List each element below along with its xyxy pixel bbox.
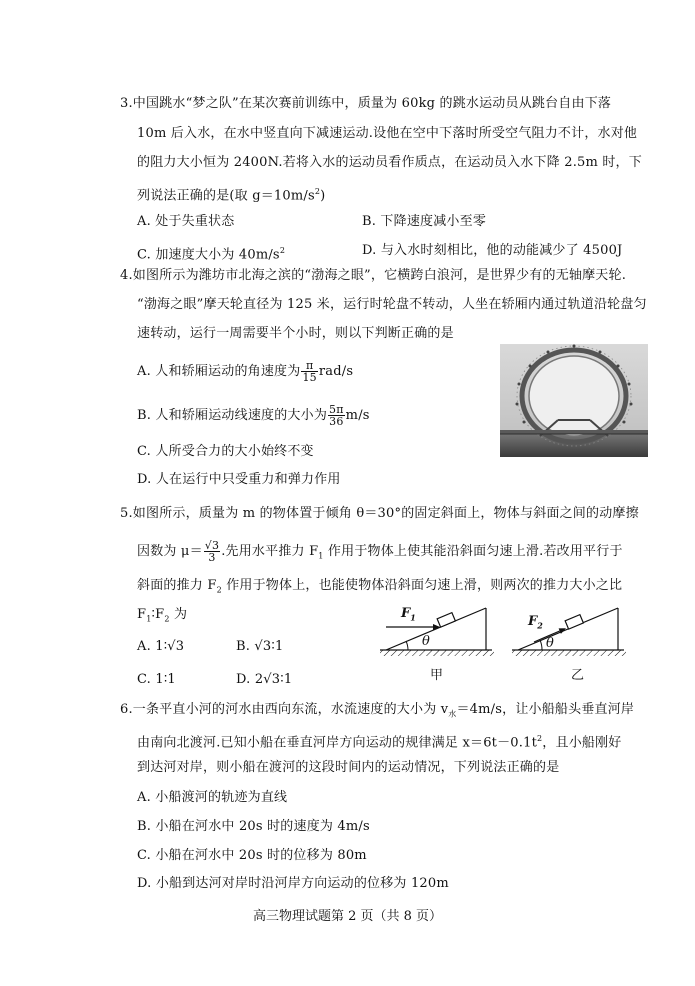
q4-option-a-unit: rad/s — [318, 364, 354, 379]
q6-option-d: D. 小船到达河对岸时沿河岸方向运动的位移为 120m — [137, 876, 449, 891]
ferris-wheel-photo — [500, 344, 648, 457]
q6-line-1 — [120, 700, 634, 725]
q6-line-1-text: 6.一条平直小河的河水由西向东流，水流速度的大小为 v — [120, 702, 449, 717]
q3-line-4 — [137, 182, 325, 206]
q4-option-c: C. 人所受合力的大小始终不变 — [137, 444, 314, 459]
q3-option-a: A. 处于失重状态 — [137, 214, 235, 229]
page-footer: 高三物理试题第 2 页（共 8 页） — [252, 909, 443, 924]
q3-line-2: 10m 后入水，在水中竖直向下减速运动.设他在空中下落时所受空气阻力不计，水对他 — [137, 126, 638, 141]
q4-option-a-fraction — [301, 360, 317, 383]
q6-line-1-rest: ＝4m/s，让小船船头垂直河岸 — [456, 702, 635, 717]
q4-option-a-numerator: π — [301, 360, 317, 372]
q3-line-1: 3.中国跳水“梦之队”在某次赛前训练中，质量为 60kg 的跳水运动员从跳台自由下落 — [120, 96, 612, 111]
q5-line-3 — [137, 576, 622, 601]
q5-line-3-sub: 2 — [216, 585, 222, 595]
q5-line-4-sub2: 2 — [164, 614, 170, 624]
q5-line-1: 5.如图所示，质量为 m 的物体置于倾角 θ＝30°的固定斜面上，物体与斜面之间的动摩擦 — [120, 506, 639, 521]
q5-line-4-f1: F — [137, 607, 147, 622]
q5-line-3-rest: 作用于物体上，也能使物体沿斜面匀速上滑，则两次的推力大小之比 — [221, 578, 623, 593]
q4-option-d: D. 人在运行中只受重力和弹力作用 — [137, 472, 341, 487]
q5-line-2-rest: .先用水平推力 F — [221, 544, 319, 559]
q6-option-a: A. 小船渡河的轨迹为直线 — [137, 790, 288, 805]
q3-line-4-sup: 2 — [314, 187, 321, 196]
q4-line-2: “渤海之眼”摩天轮直径为 125 米，运行时轮盘不转动，人坐在轿厢内通过轨道沿轮盘匀 — [137, 297, 647, 312]
q6-line-1-sub: 水 — [448, 709, 457, 719]
q5-mu-denominator: 3 — [208, 551, 216, 564]
q4-option-b-fraction — [328, 404, 345, 427]
fig-yi-force-letter: F — [528, 614, 538, 629]
fig-jia-caption: 甲 — [430, 668, 444, 683]
fig-jia-force-letter: F — [401, 606, 411, 621]
fig-yi-angle-label: θ — [546, 636, 554, 651]
q5-line-2-rest2: 作用于物体上使其能沿斜面匀速上滑.若改用平行于 — [323, 544, 623, 559]
q4-option-b-denominator: 36 — [329, 415, 344, 428]
q6-line-2 — [137, 729, 622, 753]
q4-option-a-text: A. 人和轿厢运动的角速度为 — [137, 364, 301, 379]
q5-line-4-end: 为 — [169, 607, 188, 622]
fig-yi-caption: 乙 — [571, 668, 585, 683]
q6-line-2-sup: 2 — [537, 734, 543, 743]
q5-mu-numerator: √3 — [204, 539, 220, 552]
fig-jia-force-sub: 1 — [410, 612, 416, 623]
q3-line-3: 的阻力大小恒为 2400N.若将入水的运动员看作质点，在运动员入水下降 2.5m 时，下 — [137, 155, 642, 170]
q4-line-3: 速转动，运行一周需要半个小时，则以下判断正确的是 — [137, 326, 454, 341]
fig-jia-force-label — [401, 606, 416, 623]
q3-option-b: B. 下降速度减小至零 — [362, 214, 487, 229]
q3-option-d: D. 与入水时刻相比，他的动能减少了 4500J — [362, 243, 623, 258]
q4-line-1: 4.如图所示为潍坊市北海之滨的“渤海之眼”，它横跨白浪河，是世界少有的无轴摩天轮. — [120, 268, 627, 283]
q5-mu-fraction — [204, 540, 220, 563]
q6-line-2-rest: ，且小船刚好 — [542, 735, 622, 751]
q4-option-b-text: B. 人和轿厢运动线速度的大小为 — [137, 408, 328, 423]
incline-diagram-yi — [510, 598, 628, 666]
q5-option-b: B. √3∶1 — [236, 639, 284, 654]
q5-option-d: D. 2√3∶1 — [236, 672, 293, 687]
q5-option-c: C. 1∶1 — [137, 672, 176, 687]
q4-option-b-unit: m/s — [345, 408, 370, 423]
q5-line-4-sub1: 1 — [146, 614, 152, 624]
q6-line-2-text: 由南向北渡河.已知小船在垂直河岸方向运动的规律满足 x＝6t－0.1t — [137, 735, 537, 751]
q5-line-4-f2: ∶F — [151, 607, 165, 622]
q6-line-3: 到达河对岸，则小船在渡河的这段时间内的运动情况，下列说法正确的是 — [137, 760, 560, 775]
q5-line-2-text: 因数为 μ＝ — [137, 544, 203, 559]
q6-option-c: C. 小船在河水中 20s 时的位移为 80m — [137, 848, 367, 863]
q5-option-a: A. 1∶√3 — [137, 639, 185, 654]
q4-option-a — [137, 360, 353, 383]
q5-line-4 — [137, 605, 187, 630]
q3-option-c-sup: 2 — [279, 246, 286, 255]
q3-line-4-text: 列说法正确的是(取 g＝10m/s — [137, 188, 315, 204]
q5-line-3-text: 斜面的推力 F — [137, 578, 217, 593]
q5-line-2 — [137, 540, 623, 567]
q4-option-b-numerator: 5π — [329, 403, 344, 416]
q5-line-2-sub: 1 — [318, 551, 324, 561]
fig-yi-force-label — [528, 614, 543, 631]
q4-option-b — [137, 404, 370, 427]
q6-option-b: B. 小船在河水中 20s 时的速度为 4m/s — [137, 819, 370, 834]
incline-diagram-jia — [378, 598, 496, 666]
q4-option-a-denominator: 15 — [302, 371, 317, 384]
q3-option-c-text: C. 加速度大小为 40m/s — [137, 247, 280, 263]
fig-jia-angle-label: θ — [422, 634, 430, 649]
q3-line-4-close: ) — [320, 188, 326, 204]
fig-yi-force-sub: 2 — [537, 620, 543, 631]
q3-option-c — [137, 241, 285, 265]
